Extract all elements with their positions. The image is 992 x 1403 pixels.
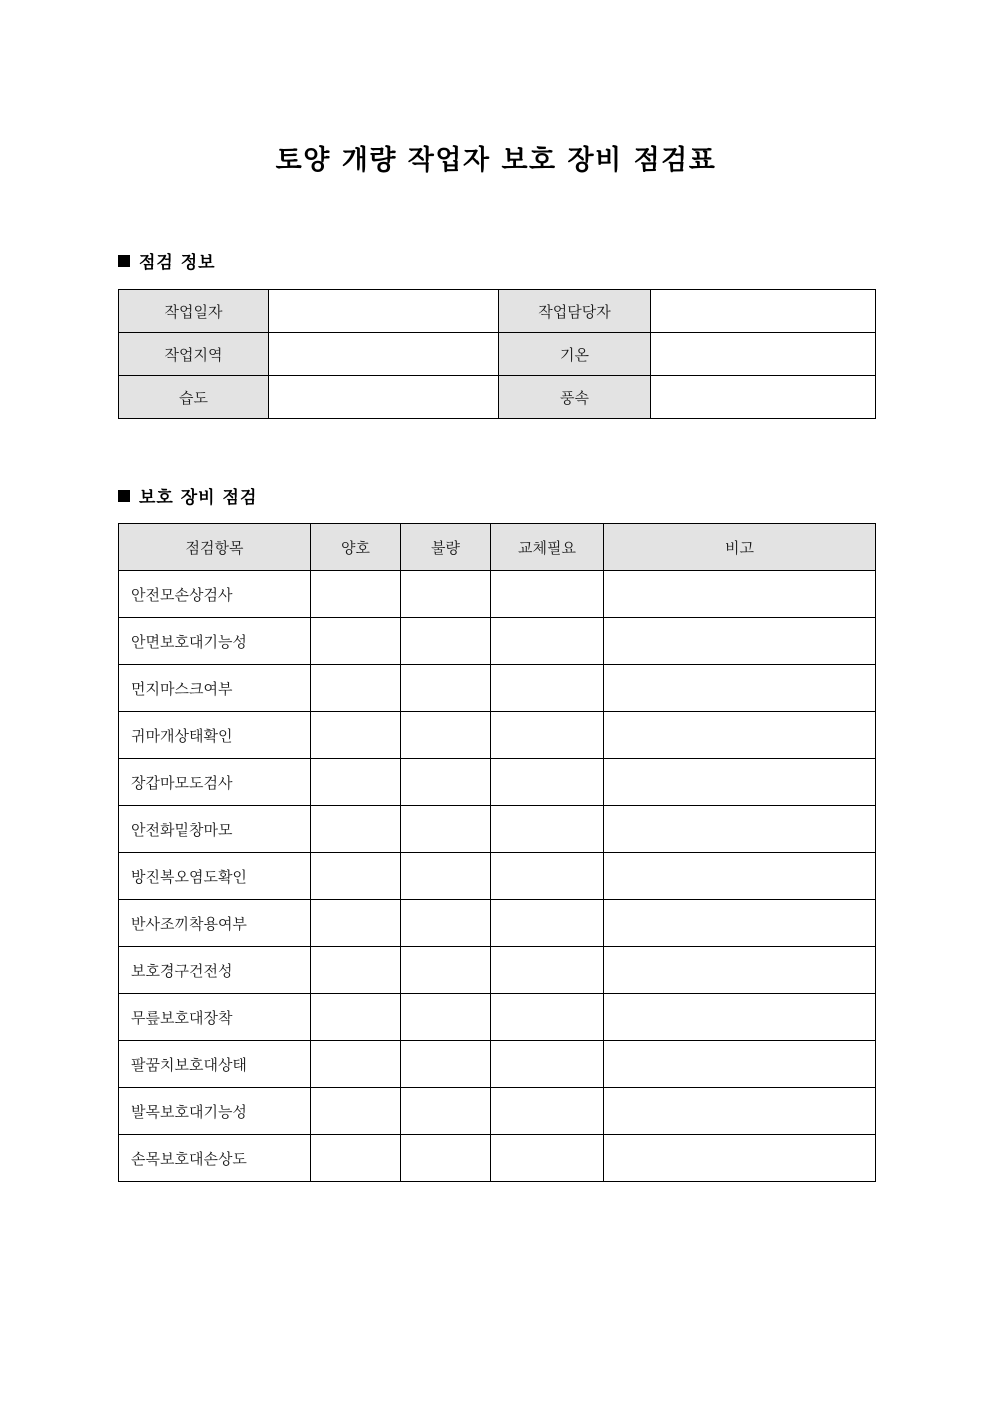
ppe-note-field[interactable] — [604, 665, 876, 712]
ppe-checkbox-bad[interactable] — [401, 947, 491, 994]
ppe-table-head — [119, 524, 876, 571]
ppe-item-label: 방진복오염도확인 — [119, 853, 311, 900]
ppe-item-label: 안전모손상검사 — [119, 571, 311, 618]
ppe-checkbox-bad[interactable] — [401, 806, 491, 853]
ppe-note-field[interactable] — [604, 759, 876, 806]
ppe-checkbox-bad[interactable] — [401, 1041, 491, 1088]
ppe-checkbox-replace[interactable] — [491, 712, 604, 759]
ppe-checkbox-bad[interactable] — [401, 994, 491, 1041]
info-value-humidity[interactable] — [269, 376, 499, 419]
table-row — [119, 1088, 876, 1135]
ppe-checkbox-good[interactable] — [311, 571, 401, 618]
ppe-checkbox-good[interactable] — [311, 712, 401, 759]
table-row — [119, 759, 876, 806]
ppe-checkbox-replace[interactable] — [491, 806, 604, 853]
ppe-checkbox-good[interactable] — [311, 759, 401, 806]
ppe-checkbox-bad[interactable] — [401, 853, 491, 900]
ppe-item-label: 무릎보호대장착 — [119, 994, 311, 1041]
table-row — [119, 665, 876, 712]
ppe-note-field[interactable] — [604, 1135, 876, 1182]
table-row — [119, 1041, 876, 1088]
table-row — [119, 712, 876, 759]
ppe-checkbox-replace[interactable] — [491, 571, 604, 618]
ppe-checkbox-good[interactable] — [311, 900, 401, 947]
ppe-checkbox-replace[interactable] — [491, 1088, 604, 1135]
info-value-temperature[interactable] — [651, 333, 876, 376]
table-row — [119, 947, 876, 994]
table-row — [119, 571, 876, 618]
ppe-item-label: 발목보호대기능성 — [119, 1088, 311, 1135]
ppe-inspection-table — [118, 523, 876, 1182]
ppe-note-field[interactable] — [604, 900, 876, 947]
info-value-work-area[interactable] — [269, 333, 499, 376]
ppe-checkbox-replace[interactable] — [491, 1135, 604, 1182]
info-value-work-date[interactable] — [269, 290, 499, 333]
table-row — [119, 618, 876, 665]
info-value-wind-speed[interactable] — [651, 376, 876, 419]
table-row — [119, 376, 876, 419]
table-row — [119, 994, 876, 1041]
ppe-item-label: 반사조끼착용여부 — [119, 900, 311, 947]
ppe-note-field[interactable] — [604, 571, 876, 618]
ppe-checkbox-bad[interactable] — [401, 618, 491, 665]
ppe-note-field[interactable] — [604, 712, 876, 759]
info-label-work-date: 작업일자 — [119, 290, 269, 333]
ppe-checkbox-replace[interactable] — [491, 994, 604, 1041]
square-bullet-icon — [118, 490, 130, 502]
ppe-note-field[interactable] — [604, 853, 876, 900]
ppe-checkbox-replace[interactable] — [491, 759, 604, 806]
ppe-checkbox-good[interactable] — [311, 947, 401, 994]
column-header-replace: 교체필요 — [491, 524, 604, 571]
ppe-note-field[interactable] — [604, 1088, 876, 1135]
table-row — [119, 900, 876, 947]
info-label-work-manager: 작업담당자 — [499, 290, 651, 333]
table-header-row — [119, 524, 876, 571]
ppe-checkbox-replace[interactable] — [491, 900, 604, 947]
ppe-note-field[interactable] — [604, 618, 876, 665]
ppe-item-label: 안전화밑창마모 — [119, 806, 311, 853]
ppe-item-label: 보호경구건전성 — [119, 947, 311, 994]
page-title: 토양 개량 작업자 보호 장비 점검표 — [275, 145, 717, 176]
ppe-note-field[interactable] — [604, 994, 876, 1041]
info-value-work-manager[interactable] — [651, 290, 876, 333]
ppe-checkbox-replace[interactable] — [491, 665, 604, 712]
ppe-checkbox-good[interactable] — [311, 853, 401, 900]
ppe-checkbox-replace[interactable] — [491, 1041, 604, 1088]
ppe-checkbox-good[interactable] — [311, 806, 401, 853]
ppe-note-field[interactable] — [604, 806, 876, 853]
ppe-item-label: 손목보호대손상도 — [119, 1135, 311, 1182]
ppe-checkbox-good[interactable] — [311, 665, 401, 712]
info-label-work-area: 작업지역 — [119, 333, 269, 376]
ppe-note-field[interactable] — [604, 1041, 876, 1088]
table-row — [119, 1135, 876, 1182]
info-label-humidity: 습도 — [119, 376, 269, 419]
table-row — [119, 290, 876, 333]
column-header-bad: 불량 — [401, 524, 491, 571]
ppe-checkbox-bad[interactable] — [401, 1088, 491, 1135]
column-header-good: 양호 — [311, 524, 401, 571]
section-heading-ppe-inspection — [118, 483, 257, 508]
ppe-item-label: 장갑마모도검사 — [119, 759, 311, 806]
ppe-checkbox-bad[interactable] — [401, 712, 491, 759]
ppe-item-label: 귀마개상태확인 — [119, 712, 311, 759]
info-label-wind-speed: 풍속 — [499, 376, 651, 419]
ppe-item-label: 먼지마스크여부 — [119, 665, 311, 712]
ppe-checkbox-good[interactable] — [311, 618, 401, 665]
ppe-checkbox-bad[interactable] — [401, 900, 491, 947]
ppe-checkbox-replace[interactable] — [491, 947, 604, 994]
ppe-table-body — [119, 571, 876, 1182]
ppe-checkbox-good[interactable] — [311, 1041, 401, 1088]
column-header-item: 점검항목 — [119, 524, 311, 571]
section-heading-inspection-info — [118, 248, 216, 273]
inspection-info-body — [119, 290, 876, 419]
ppe-checkbox-bad[interactable] — [401, 1135, 491, 1182]
info-label-temperature: 기온 — [499, 333, 651, 376]
ppe-item-label: 안면보호대기능성 — [119, 618, 311, 665]
ppe-checkbox-bad[interactable] — [401, 759, 491, 806]
table-row — [119, 333, 876, 376]
square-bullet-icon — [118, 255, 130, 267]
ppe-checkbox-good[interactable] — [311, 1135, 401, 1182]
column-header-note: 비고 — [604, 524, 876, 571]
ppe-checkbox-bad[interactable] — [401, 571, 491, 618]
table-row — [119, 853, 876, 900]
table-row — [119, 806, 876, 853]
section-heading-label: 점검 정보 — [139, 253, 216, 273]
ppe-checkbox-bad[interactable] — [401, 665, 491, 712]
section-heading-label: 보호 장비 점검 — [139, 488, 258, 508]
ppe-checkbox-good[interactable] — [311, 1088, 401, 1135]
ppe-checkbox-good[interactable] — [311, 994, 401, 1041]
ppe-checkbox-replace[interactable] — [491, 853, 604, 900]
ppe-checkbox-replace[interactable] — [491, 618, 604, 665]
inspection-info-table — [118, 289, 876, 419]
ppe-item-label: 팔꿈치보호대상태 — [119, 1041, 311, 1088]
ppe-note-field[interactable] — [604, 947, 876, 994]
